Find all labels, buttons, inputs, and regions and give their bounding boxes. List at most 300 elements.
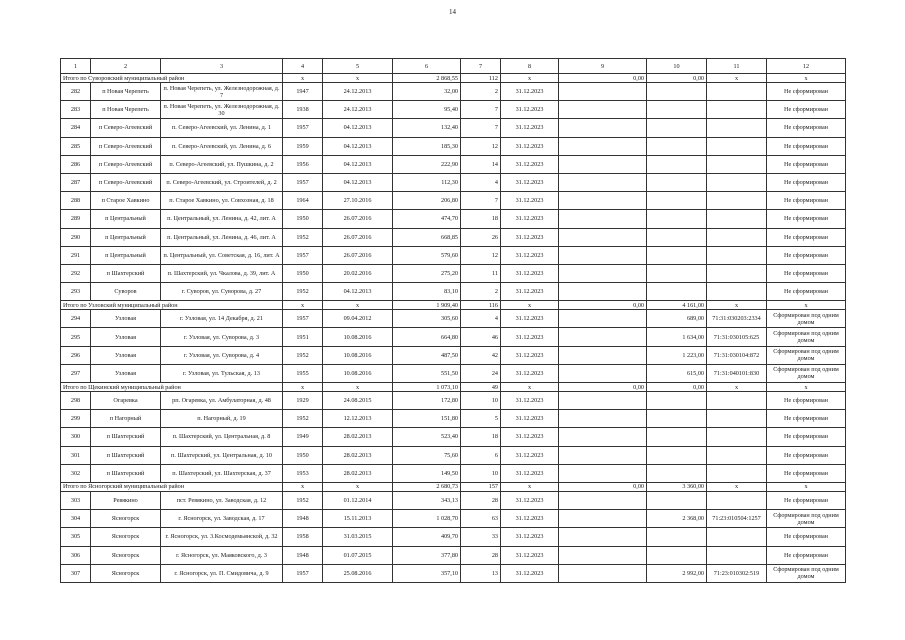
- table-cell: п Шахтерский: [91, 464, 161, 482]
- table-cell: п. Северо-Агеевский, ул. Ленина, д. 6: [161, 137, 283, 155]
- table-cell: [647, 464, 707, 482]
- table-cell: [707, 283, 767, 301]
- district-total-row: [61, 301, 846, 310]
- table-row: [61, 510, 846, 528]
- table-row: [61, 428, 846, 446]
- column-header: 4: [283, 59, 323, 74]
- table-cell: [559, 564, 647, 582]
- table-cell: п. Новая Черепеть, ул. Железнодорожная, д. 30: [161, 101, 283, 119]
- table-cell: 83,10: [393, 283, 461, 301]
- table-cell: [647, 137, 707, 155]
- table-cell: 31.12.2023: [501, 546, 559, 564]
- table-cell: 31.12.2023: [501, 364, 559, 382]
- table-cell: 49: [461, 383, 501, 392]
- table-cell: 288: [61, 192, 91, 210]
- table-cell: [647, 173, 707, 191]
- table-row: [61, 173, 846, 191]
- table-cell: 292: [61, 264, 91, 282]
- table-cell: х: [707, 301, 767, 310]
- table-cell: [707, 192, 767, 210]
- table-cell: 112: [461, 74, 501, 83]
- table-cell: 3 360,00: [647, 482, 707, 491]
- district-total-label: Итого по Ясногорский муниципальный район: [61, 482, 283, 491]
- table-cell: 343,13: [393, 491, 461, 509]
- table-cell: 26.07.2016: [323, 228, 393, 246]
- table-cell: 04.12.2013: [323, 137, 393, 155]
- table-cell: 1 909,40: [393, 301, 461, 310]
- table-cell: [559, 491, 647, 509]
- table-cell: 28.02.2013: [323, 464, 393, 482]
- table-cell: [647, 101, 707, 119]
- table-cell: 6: [461, 446, 501, 464]
- table-row: [61, 464, 846, 482]
- table-cell: [707, 446, 767, 464]
- table-cell: п Северо-Агеевский: [91, 119, 161, 137]
- table-cell: п. Центральный, ул. Советская, д. 16, лит. А: [161, 246, 283, 264]
- table-cell: х: [767, 301, 846, 310]
- table-cell: 0,00: [647, 74, 707, 83]
- table-cell: [647, 491, 707, 509]
- table-cell: 1950: [283, 210, 323, 228]
- table-cell: 1957: [283, 246, 323, 264]
- table-cell: п. Старое Хавкино, ул. Совхозная, д. 18: [161, 192, 283, 210]
- table-cell: х: [323, 383, 393, 392]
- table-cell: [647, 83, 707, 101]
- table-cell: [707, 119, 767, 137]
- table-cell: [559, 410, 647, 428]
- column-header: 2: [91, 59, 161, 74]
- table-cell: г. Ясногорск, ул. Маяковского, д. 3: [161, 546, 283, 564]
- table-cell: 75,60: [393, 446, 461, 464]
- table-cell: Не сформирован: [767, 464, 846, 482]
- table-row: [61, 328, 846, 346]
- table-cell: 12.12.2013: [323, 410, 393, 428]
- table-cell: [559, 428, 647, 446]
- table-cell: 1957: [283, 119, 323, 137]
- table-cell: п. Северо-Агеевский, ул. Ленина, д. 1: [161, 119, 283, 137]
- table-cell: 1953: [283, 464, 323, 482]
- table-cell: Не сформирован: [767, 210, 846, 228]
- table-cell: [647, 228, 707, 246]
- table-cell: [559, 328, 647, 346]
- table-cell: 306: [61, 546, 91, 564]
- table-cell: Ясногорск: [91, 546, 161, 564]
- table-cell: рп. Огаревка, ул. Амбулаторная, д. 48: [161, 392, 283, 410]
- table-cell: п Старое Хавкино: [91, 192, 161, 210]
- table-cell: п. Центральный, ул. Ленина, д. 46, лит. А: [161, 228, 283, 246]
- table-cell: 25.08.2016: [323, 564, 393, 582]
- table-cell: 305,60: [393, 310, 461, 328]
- table-cell: 293: [61, 283, 91, 301]
- table-cell: х: [283, 482, 323, 491]
- table-cell: п. Шахтерский, ул. Шахтерская, д. 37: [161, 464, 283, 482]
- table-cell: 305: [61, 528, 91, 546]
- table-cell: 294: [61, 310, 91, 328]
- table-cell: Ясногорск: [91, 564, 161, 582]
- table-cell: Не сформирован: [767, 246, 846, 264]
- table-cell: Ясногорск: [91, 528, 161, 546]
- table-cell: 275,20: [393, 264, 461, 282]
- table-cell: г. Ясногорск, ул. П. Смидовича, д. 9: [161, 564, 283, 582]
- table-cell: п. Шахтерский, ул. Центральная, д. 10: [161, 446, 283, 464]
- table-cell: 157: [461, 482, 501, 491]
- table-cell: п Новая Черепеть: [91, 83, 161, 101]
- table-cell: 0,00: [559, 74, 647, 83]
- table-cell: 10.08.2016: [323, 346, 393, 364]
- table-cell: п Центральный: [91, 210, 161, 228]
- table-cell: [707, 464, 767, 482]
- table-cell: [559, 392, 647, 410]
- table-cell: Сформирован под одним домом: [767, 328, 846, 346]
- table-cell: 0,00: [559, 482, 647, 491]
- table-cell: п Северо-Агеевский: [91, 137, 161, 155]
- table-row: [61, 546, 846, 564]
- table-cell: 289: [61, 210, 91, 228]
- column-header: 6: [393, 59, 461, 74]
- table-cell: 4: [461, 310, 501, 328]
- table-cell: Узловая: [91, 346, 161, 364]
- table-cell: 2 992,00: [647, 564, 707, 582]
- table-cell: п. Северо-Агеевский, ул. Пушкина, д. 2: [161, 155, 283, 173]
- table-cell: [647, 428, 707, 446]
- table-cell: 1952: [283, 228, 323, 246]
- table-cell: 222,90: [393, 155, 461, 173]
- table-cell: 04.12.2013: [323, 173, 393, 191]
- table-cell: х: [767, 383, 846, 392]
- table-cell: п Шахтерский: [91, 446, 161, 464]
- table-cell: 2 868,55: [393, 74, 461, 83]
- table-cell: п. Шахтерский, ул. Чкалова, д. 39, лит. А: [161, 264, 283, 282]
- table-cell: 286: [61, 155, 91, 173]
- table-row: [61, 264, 846, 282]
- table-cell: г. Ясногорск, ул. 3.Космодемьянской, д. 32: [161, 528, 283, 546]
- table-cell: п. Новая Черепеть, ул. Железнодорожная, д. 7: [161, 83, 283, 101]
- table-cell: 04.12.2013: [323, 283, 393, 301]
- table-cell: 20.02.2016: [323, 264, 393, 282]
- table-cell: 1951: [283, 328, 323, 346]
- table-cell: [647, 446, 707, 464]
- table-cell: 31.12.2023: [501, 264, 559, 282]
- table-cell: [559, 283, 647, 301]
- table-cell: [559, 228, 647, 246]
- table-cell: 2: [461, 283, 501, 301]
- table-cell: 26: [461, 228, 501, 246]
- table-cell: [707, 491, 767, 509]
- table-cell: 18: [461, 428, 501, 446]
- table-cell: Не сформирован: [767, 155, 846, 173]
- table-cell: [707, 228, 767, 246]
- table-cell: п. Шахтерский, ул. Центральная, д. 8: [161, 428, 283, 446]
- table-row: [61, 346, 846, 364]
- table-cell: 357,10: [393, 564, 461, 582]
- table-cell: Не сформирован: [767, 283, 846, 301]
- table-cell: 26.07.2016: [323, 210, 393, 228]
- table-row: [61, 246, 846, 264]
- table-cell: 296: [61, 346, 91, 364]
- table-cell: 1948: [283, 546, 323, 564]
- table-cell: 31.12.2023: [501, 428, 559, 446]
- table-cell: 71:31:040101:830: [707, 364, 767, 382]
- table-cell: Не сформирован: [767, 546, 846, 564]
- table-cell: [647, 119, 707, 137]
- table-cell: Не сформирован: [767, 428, 846, 446]
- table-cell: 1955: [283, 364, 323, 382]
- table-cell: 304: [61, 510, 91, 528]
- table-cell: 15.11.2013: [323, 510, 393, 528]
- table-cell: 28: [461, 491, 501, 509]
- table-cell: 31.12.2023: [501, 446, 559, 464]
- table-cell: 71:23:010302:519: [707, 564, 767, 582]
- table-cell: [559, 83, 647, 101]
- table-cell: 303: [61, 491, 91, 509]
- table-cell: 579,60: [393, 246, 461, 264]
- column-header: 11: [707, 59, 767, 74]
- table-cell: [559, 546, 647, 564]
- table-cell: 71:23:010504:1257: [707, 510, 767, 528]
- table-cell: 28.02.2013: [323, 428, 393, 446]
- table-cell: [559, 119, 647, 137]
- table-cell: Не сформирован: [767, 137, 846, 155]
- table-cell: х: [283, 74, 323, 83]
- table-cell: 474,70: [393, 210, 461, 228]
- district-total-label: Итого по Суворовский муниципальный район: [61, 74, 283, 83]
- table-cell: 31.12.2023: [501, 228, 559, 246]
- table-cell: 11: [461, 264, 501, 282]
- table-cell: [559, 101, 647, 119]
- table-row: [61, 392, 846, 410]
- table-cell: 31.12.2023: [501, 410, 559, 428]
- table-cell: 1 073,10: [393, 383, 461, 392]
- table-cell: Сформирован под одним домом: [767, 310, 846, 328]
- table-cell: 149,50: [393, 464, 461, 482]
- table-row: [61, 491, 846, 509]
- table-cell: Не сформирован: [767, 83, 846, 101]
- table-cell: 10.08.2016: [323, 328, 393, 346]
- table-cell: 42: [461, 346, 501, 364]
- table-cell: 31.12.2023: [501, 392, 559, 410]
- table-cell: 291: [61, 246, 91, 264]
- table-cell: п Центральный: [91, 228, 161, 246]
- table-cell: Сформирован под одним домом: [767, 510, 846, 528]
- table-cell: Сформирован под одним домом: [767, 346, 846, 364]
- table-cell: 290: [61, 228, 91, 246]
- table-cell: х: [323, 301, 393, 310]
- table-cell: [647, 528, 707, 546]
- table-cell: п. Нагорный, д. 19: [161, 410, 283, 428]
- table-cell: [647, 546, 707, 564]
- table-cell: 95,40: [393, 101, 461, 119]
- table-cell: [559, 464, 647, 482]
- table-cell: Сформирован под одним домом: [767, 564, 846, 582]
- table-cell: 2 680,73: [393, 482, 461, 491]
- table-cell: 7: [461, 101, 501, 119]
- table-cell: 10: [461, 464, 501, 482]
- table-cell: пст. Ревякино, ул. Заводская, д. 12: [161, 491, 283, 509]
- table-cell: [707, 410, 767, 428]
- table-cell: [647, 155, 707, 173]
- table-cell: 31.12.2023: [501, 283, 559, 301]
- table-row: [61, 564, 846, 582]
- table-cell: п Северо-Агеевский: [91, 155, 161, 173]
- table-cell: 18: [461, 210, 501, 228]
- table-cell: [707, 428, 767, 446]
- table-cell: 31.12.2023: [501, 528, 559, 546]
- table-cell: Не сформирован: [767, 101, 846, 119]
- table-row: [61, 210, 846, 228]
- table-row: [61, 83, 846, 101]
- table-cell: [559, 210, 647, 228]
- table-cell: 206,80: [393, 192, 461, 210]
- table-cell: 12: [461, 246, 501, 264]
- table-cell: 12: [461, 137, 501, 155]
- table-cell: Не сформирован: [767, 264, 846, 282]
- table-cell: 1952: [283, 491, 323, 509]
- table-cell: 31.03.2015: [323, 528, 393, 546]
- table-cell: г. Ясногорск, ул. Заводская, д. 17: [161, 510, 283, 528]
- table-cell: 300: [61, 428, 91, 446]
- table-cell: 31.12.2023: [501, 328, 559, 346]
- table-cell: г. Узловая, ул. Тульская, д. 13: [161, 364, 283, 382]
- table-row: [61, 119, 846, 137]
- table-cell: [559, 528, 647, 546]
- district-total-row: [61, 383, 846, 392]
- table-cell: г. Узловая, ул. 14 Декабря, д. 21: [161, 310, 283, 328]
- table-row: [61, 310, 846, 328]
- table-cell: [647, 283, 707, 301]
- table-cell: [559, 192, 647, 210]
- table-cell: 13: [461, 564, 501, 582]
- table-cell: 551,50: [393, 364, 461, 382]
- table-cell: 31.12.2023: [501, 173, 559, 191]
- table-cell: 01.12.2014: [323, 491, 393, 509]
- column-header: 7: [461, 59, 501, 74]
- page-number: 14: [449, 8, 456, 16]
- table-cell: 10: [461, 392, 501, 410]
- table-cell: 1 028,70: [393, 510, 461, 528]
- table-cell: 31.12.2023: [501, 155, 559, 173]
- table-row: [61, 228, 846, 246]
- table-cell: [707, 392, 767, 410]
- table-cell: 31.12.2023: [501, 346, 559, 364]
- table-cell: 32,00: [393, 83, 461, 101]
- column-header: 1: [61, 59, 91, 74]
- table-cell: 10.08.2016: [323, 364, 393, 382]
- table-cell: Не сформирован: [767, 528, 846, 546]
- table-cell: [559, 155, 647, 173]
- district-total-label: Итого по Щекинский муниципальный район: [61, 383, 283, 392]
- table-cell: 668,85: [393, 228, 461, 246]
- table-cell: [707, 173, 767, 191]
- table-cell: Узловая: [91, 328, 161, 346]
- table-cell: 2 368,00: [647, 510, 707, 528]
- table-cell: 4 161,00: [647, 301, 707, 310]
- table-cell: 0,00: [559, 301, 647, 310]
- table-row: [61, 283, 846, 301]
- table-cell: 1957: [283, 173, 323, 191]
- table-cell: 71:31:030104:872: [707, 346, 767, 364]
- table-cell: 1948: [283, 510, 323, 528]
- table-cell: [559, 246, 647, 264]
- table-cell: Не сформирован: [767, 119, 846, 137]
- table-cell: 24.12.2013: [323, 101, 393, 119]
- table-cell: п Шахтерский: [91, 264, 161, 282]
- table-cell: 302: [61, 464, 91, 482]
- table-cell: 33: [461, 528, 501, 546]
- table-cell: [647, 192, 707, 210]
- table-cell: 297: [61, 364, 91, 382]
- table-cell: х: [283, 301, 323, 310]
- table-cell: 487,50: [393, 346, 461, 364]
- table-cell: 31.12.2023: [501, 137, 559, 155]
- table-cell: 1952: [283, 283, 323, 301]
- table-cell: х: [501, 383, 559, 392]
- table-cell: 299: [61, 410, 91, 428]
- table-cell: 0,00: [559, 383, 647, 392]
- table-cell: 1959: [283, 137, 323, 155]
- table-cell: [707, 137, 767, 155]
- column-header: 9: [559, 59, 647, 74]
- district-total-row: [61, 74, 846, 83]
- table-cell: 287: [61, 173, 91, 191]
- table-cell: 1957: [283, 564, 323, 582]
- table-cell: 283: [61, 101, 91, 119]
- table-cell: [707, 528, 767, 546]
- table-cell: 172,80: [393, 392, 461, 410]
- table-cell: 09.04.2012: [323, 310, 393, 328]
- table-cell: [559, 173, 647, 191]
- column-header: 5: [323, 59, 393, 74]
- table-cell: 7: [461, 192, 501, 210]
- table-cell: 24.12.2013: [323, 83, 393, 101]
- table-cell: 377,80: [393, 546, 461, 564]
- table-cell: 31.12.2023: [501, 464, 559, 482]
- table-cell: Не сформирован: [767, 410, 846, 428]
- table-cell: 1929: [283, 392, 323, 410]
- table-cell: 31.12.2023: [501, 210, 559, 228]
- table-cell: 285: [61, 137, 91, 155]
- table-cell: 28.02.2013: [323, 446, 393, 464]
- table-cell: [707, 83, 767, 101]
- table-cell: 4: [461, 173, 501, 191]
- table-cell: п Центральный: [91, 246, 161, 264]
- district-total-row: [61, 482, 846, 491]
- table-cell: 04.12.2013: [323, 155, 393, 173]
- table-cell: 46: [461, 328, 501, 346]
- table-cell: [707, 101, 767, 119]
- table-cell: 04.12.2013: [323, 119, 393, 137]
- table-cell: [559, 510, 647, 528]
- table-row: [61, 446, 846, 464]
- table-cell: [707, 546, 767, 564]
- table-cell: 31.12.2023: [501, 310, 559, 328]
- table-cell: 28: [461, 546, 501, 564]
- table-cell: х: [323, 482, 393, 491]
- table-cell: п. Центральный, ул. Ленина, д. 42, лит. А: [161, 210, 283, 228]
- table-cell: 615,00: [647, 364, 707, 382]
- table-cell: 7: [461, 119, 501, 137]
- table-cell: Сформирован под одним домом: [767, 364, 846, 382]
- table-cell: 284: [61, 119, 91, 137]
- table-cell: [559, 446, 647, 464]
- table-row: [61, 155, 846, 173]
- table-cell: 24.08.2015: [323, 392, 393, 410]
- table-cell: 31.12.2023: [501, 83, 559, 101]
- table-cell: [707, 155, 767, 173]
- table-cell: Узловая: [91, 310, 161, 328]
- table-cell: [647, 410, 707, 428]
- table-cell: 1952: [283, 346, 323, 364]
- table-cell: 1 634,00: [647, 328, 707, 346]
